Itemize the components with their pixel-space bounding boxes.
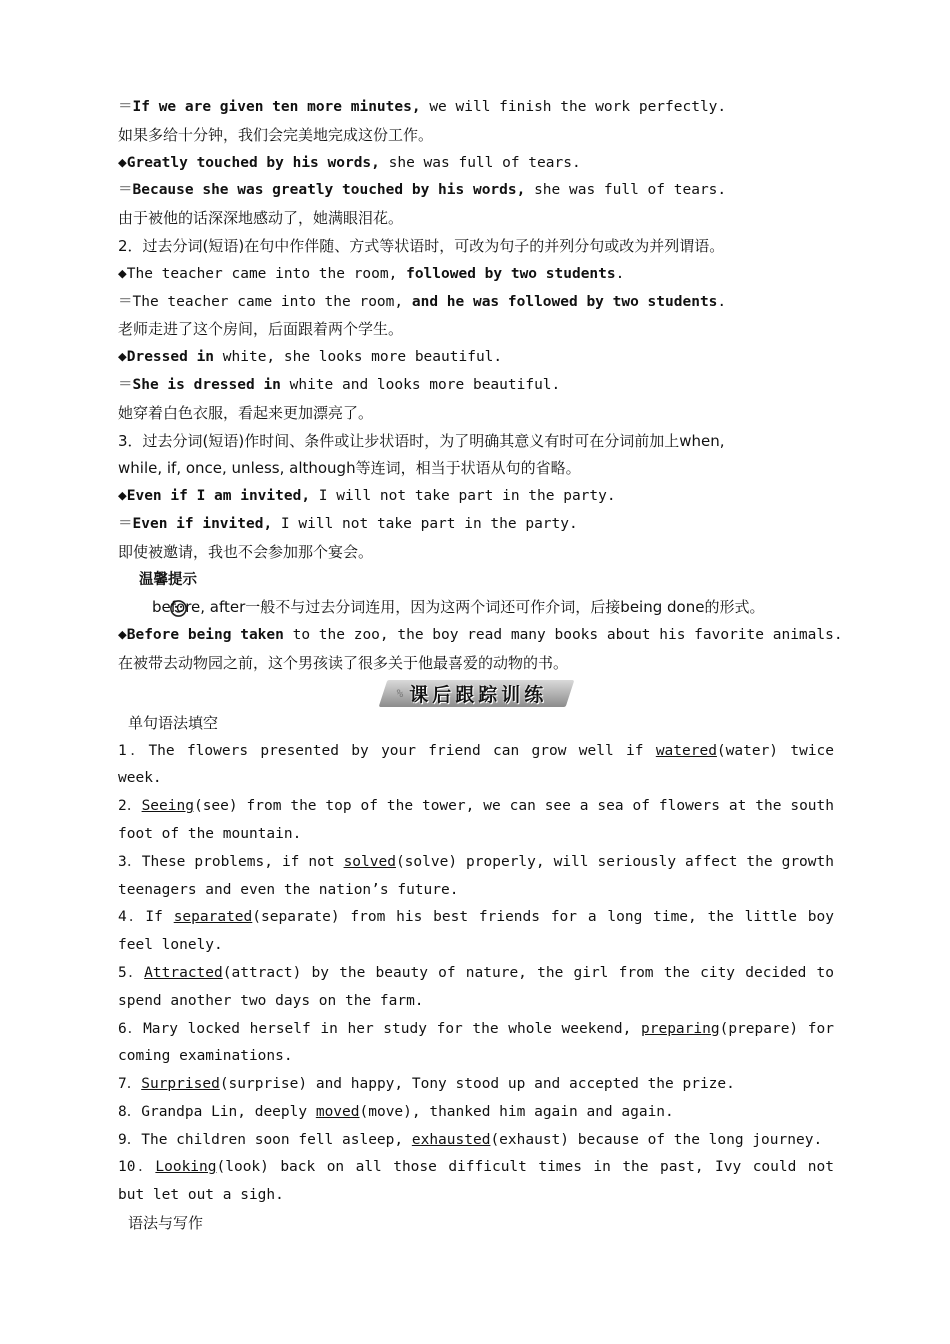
banner-decoration: % — [396, 687, 404, 701]
exercise-item: 5．Attracted(attract) by the beauty of nature, the girl from the city decided to — [118, 964, 834, 981]
tip-title: 温馨提示 — [139, 571, 197, 588]
smiley-icon — [118, 572, 135, 589]
example-line: ◆Even if I am invited, I will not take part in the party. — [118, 488, 616, 505]
tip-example: ◆Before being taken to the zoo, the boy read many books about his favorite animals. — [118, 627, 843, 644]
tip-heading — [118, 567, 834, 595]
exercise-item-continuation: spend another two days on the farm. — [118, 992, 424, 1009]
document-page — [118, 94, 843, 1238]
exercise-item: 8．Grandpa Lin, deeply moved(move), thanked him again and again. — [118, 1103, 674, 1120]
exercise-item: 6．Mary locked herself in her study for the whole weekend, preparing(prepare) for — [118, 1020, 834, 1037]
example-line: ＝Because she was greatly touched by his words, she was full of tears. — [118, 182, 727, 199]
translation-line: 即使被邀请，我也不会参加那个宴会。 — [118, 542, 374, 561]
exercise-item-continuation: teenagers and even the nation’s future. — [118, 881, 459, 898]
answer-blank: moved — [315, 1103, 360, 1120]
section-banner — [118, 678, 834, 710]
section-title: 单句语法填空 — [128, 713, 219, 732]
answer-blank: exhausted — [411, 1131, 491, 1148]
example-line: ◆Greatly touched by his words, she was full of tears. — [118, 154, 581, 171]
exercise-item: 9．The children soon fell asleep, exhausted(exhaust) because of the long journey. — [118, 1131, 823, 1148]
answer-blank: preparing — [641, 1020, 720, 1037]
answer-blank: Looking — [155, 1159, 217, 1176]
translation-line: 由于被他的话深深地感动了，她满眼泪花。 — [118, 209, 404, 228]
translation-line: 她穿着白色衣服，看起来更加漂亮了。 — [118, 403, 374, 422]
translation-line: 如果多给十分钟，我们会完美地完成这份工作。 — [118, 125, 434, 144]
answer-blank: Seeing — [141, 798, 194, 815]
exercise-item-continuation: but let out a sigh. — [118, 1187, 284, 1204]
rule-line: while, if, once, unless, although等连词，相当于状语从句的省略。 — [118, 459, 581, 478]
example-line: ◆The teacher came into the room, followed by two students. — [118, 265, 625, 282]
answer-blank: Attracted — [144, 964, 223, 981]
example-line: ＝If we are given ten more minutes, we will finish the work perfectly. — [118, 99, 727, 115]
banner-title: 课后跟踪训练 — [409, 684, 548, 707]
exercise-item: 3．These problems, if not solved(solve) properly, will seriously affect the growth — [118, 853, 834, 870]
translation-line: 老师走进了这个房间，后面跟着两个学生。 — [118, 320, 404, 339]
section-title: 语法与写作 — [128, 1214, 204, 1233]
example-line: ＝Even if invited, I will not take part in the party. — [118, 515, 578, 532]
tip-example-translation: 在被带去动物园之前，这个男孩读了很多关于他最喜爱的动物的书。 — [118, 653, 569, 672]
tip-text: before, after一般不与过去分词连用，因为这两个词还可作介词，后接being done的形式。 — [152, 598, 765, 617]
answer-blank: separated — [173, 909, 253, 926]
answer-blank: solved — [343, 853, 396, 870]
answer-blank: Surprised — [141, 1076, 220, 1093]
exercise-list — [118, 738, 834, 1211]
exercise-item: 7．Surprised(surprise) and happy, Tony stood up and accepted the prize. — [118, 1076, 735, 1093]
exercise-item-continuation: feel lonely. — [118, 937, 223, 954]
exercise-item: 2．Seeing(see) from the top of the tower, we can see a sea of flowers at the south — [118, 798, 834, 815]
exercise-item-continuation: week. — [118, 770, 162, 787]
exercise-item: 1．The flowers presented by your friend can grow well if watered(water) twice — [118, 742, 834, 759]
example-line: ＝She is dressed in white and looks more beautiful. — [118, 376, 561, 393]
exercise-item: 4．If separated(separate) from his best friends for a long time, the little boy — [118, 909, 834, 926]
exercise-item: 10．Looking(look) back on all those difficult times in the past, Ivy could not — [118, 1159, 834, 1176]
exercise-item-continuation: coming examinations. — [118, 1048, 293, 1065]
rule-line: 2．过去分词(短语)在句中作伴随、方式等状语时，可改为句子的并列分句或改为并列谓语。 — [118, 236, 725, 255]
exercise-item-continuation: foot of the mountain. — [118, 825, 302, 842]
example-line: ◆Dressed in white, she looks more beautiful. — [118, 349, 503, 366]
rule-line: 3．过去分词(短语)作时间、条件或让步状语时，为了明确其意义有时可在分词前加上when, — [118, 431, 725, 450]
example-line: ＝The teacher came into the room, and he was followed by two students. — [118, 293, 727, 310]
answer-blank: watered — [655, 742, 717, 759]
